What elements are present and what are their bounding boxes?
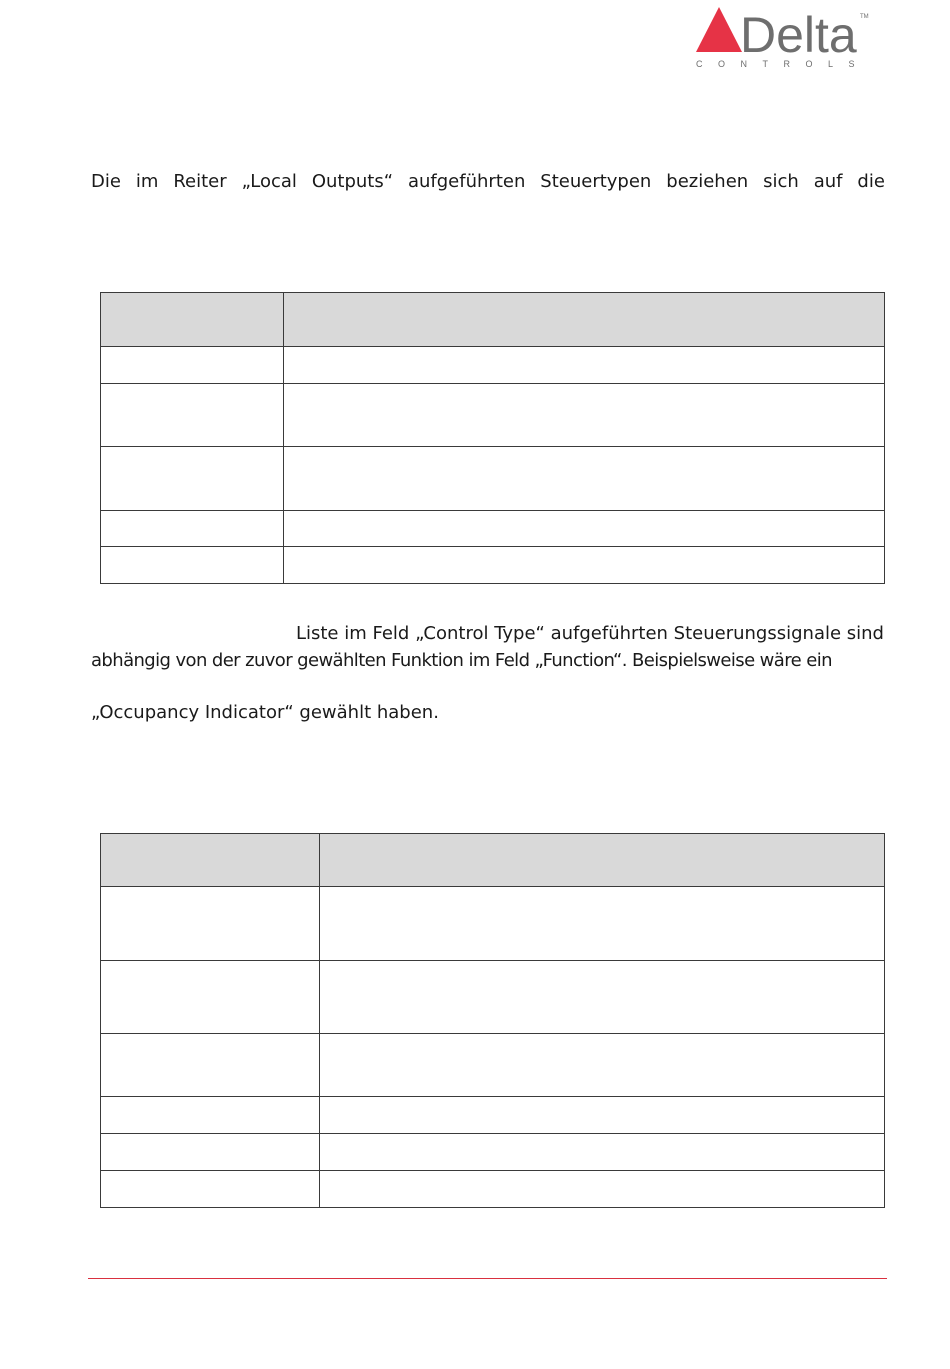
table-cell: [320, 1134, 885, 1171]
table-cell: [320, 1097, 885, 1134]
table-cell: [101, 447, 284, 511]
intro-word: Outputs“: [311, 171, 394, 192]
intro-paragraph: [91, 172, 885, 192]
logo-wordmark: Delta: [740, 7, 857, 63]
intro-word: auf: [813, 171, 843, 192]
intro-word: beziehen: [666, 171, 749, 192]
table-cell: [101, 887, 320, 961]
table-cell: [101, 961, 320, 1034]
table-header-row: [101, 293, 885, 347]
paragraph-line: abhängig von der zuvor gewählten Funktion im Feld „Function“. Beispielsweise wäre ein: [91, 650, 832, 671]
table-header-row: [101, 834, 885, 887]
table-row: [101, 961, 885, 1034]
table-cell: [101, 1034, 320, 1097]
table-cell: [101, 384, 284, 447]
table-header-cell: [320, 834, 885, 887]
table-row: [101, 447, 885, 511]
table-row: [101, 511, 885, 547]
logo-subtext: CONTROLS: [696, 59, 871, 69]
paragraph-line: „Occupancy Indicator“ gewählt haben.: [91, 702, 439, 723]
intro-word: im: [135, 171, 159, 192]
intro-word: Reiter: [173, 171, 227, 192]
table-cell: [101, 547, 284, 584]
intro-word: aufgeführten: [407, 171, 526, 192]
table-row: [101, 384, 885, 447]
footer-divider: [88, 1278, 887, 1279]
intro-word: sich: [763, 171, 799, 192]
delta-controls-logo: [694, 6, 874, 70]
delta-triangle-icon: [696, 7, 742, 52]
table-cell: [101, 511, 284, 547]
control-signals-table: [100, 833, 885, 1208]
table-cell: [284, 447, 885, 511]
table-cell: [101, 1134, 320, 1171]
table-cell: [101, 347, 284, 384]
logo-trademark: TM: [860, 14, 869, 20]
table-cell: [101, 1097, 320, 1134]
table-row: [101, 887, 885, 961]
table-cell: [284, 384, 885, 447]
intro-word: Die: [91, 171, 121, 192]
intro-word: „Local: [241, 171, 297, 192]
intro-word: die: [857, 171, 885, 192]
table-row: [101, 1171, 885, 1208]
table-header-cell: [284, 293, 885, 347]
table-cell: [320, 887, 885, 961]
paragraph-line: Liste im Feld „Control Type“ aufgeführten Steuerungssignale sind: [295, 623, 884, 644]
control-types-table: [100, 292, 885, 584]
table-cell: [101, 1171, 320, 1208]
delta-logo-graphic: [694, 6, 874, 70]
table-row: [101, 1097, 885, 1134]
table-row: [101, 1034, 885, 1097]
table-cell: [320, 961, 885, 1034]
table-cell: [284, 511, 885, 547]
table-header-cell: [101, 293, 284, 347]
table-cell: [284, 347, 885, 384]
table-row: [101, 347, 885, 384]
table-row: [101, 547, 885, 584]
intro-word: Steuertypen: [540, 171, 652, 192]
table-cell: [320, 1171, 885, 1208]
table-cell: [320, 1034, 885, 1097]
table-header-cell: [101, 834, 320, 887]
table-row: [101, 1134, 885, 1171]
table-cell: [284, 547, 885, 584]
